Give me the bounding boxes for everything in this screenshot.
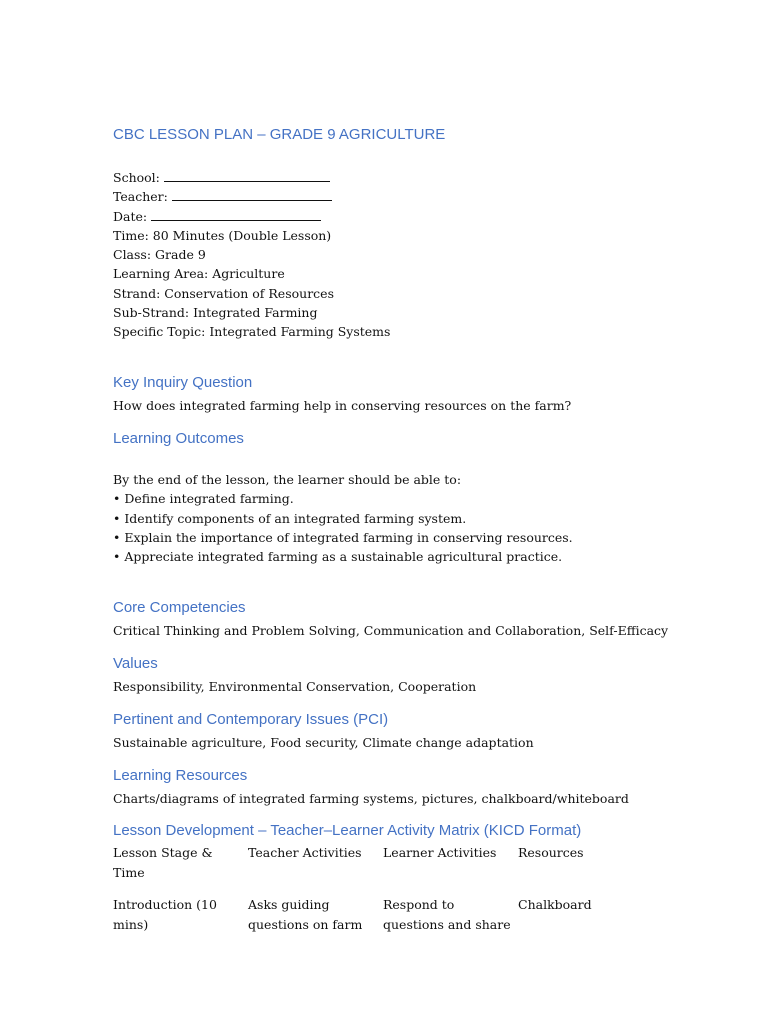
values-text: Responsibility, Environmental Conservation, Cooperation [113, 679, 477, 694]
teacher-label: Teacher: [113, 189, 168, 205]
teacher-field [113, 187, 390, 206]
resources-cell: Chalkboard [518, 897, 592, 912]
column-header: Resources [518, 845, 584, 860]
table-header-row [113, 843, 673, 883]
column-header: Teacher Activities [248, 845, 362, 860]
lesson-development-heading: Lesson Development – Teacher–Learner Activity Matrix (KICD Format) [113, 822, 582, 839]
key-inquiry-text: How does integrated farming help in conserving resources on the farm? [113, 398, 572, 413]
class-field: Class: Grade 9 [113, 247, 206, 263]
teacher-blank-line [172, 189, 332, 201]
values-heading: Values [113, 655, 158, 672]
core-competencies-text: Critical Thinking and Problem Solving, Communication and Collaboration, Self-Efficacy [113, 623, 669, 638]
strand-field: Strand: Conservation of Resources [113, 285, 334, 301]
sub-strand-field: Sub-Strand: Integrated Farming [113, 305, 318, 321]
school-label: School: [113, 170, 160, 185]
date-field [113, 207, 390, 226]
school-field [113, 168, 390, 187]
learning-resources-text: Charts/diagrams of integrated farming systems, pictures, chalkboard/whiteboard [113, 791, 629, 806]
core-competencies-heading: Core Competencies [113, 599, 246, 616]
learning-resources-heading: Learning Resources [113, 767, 248, 784]
learning-area-field: Learning Area: Agriculture [113, 266, 285, 282]
learning-outcomes-list [113, 470, 573, 566]
specific-topic-field: Specific Topic: Integrated Farming Systems [113, 324, 391, 340]
outcome-item: • Explain the importance of integrated farming in conserving resources. [113, 528, 573, 547]
outcome-item: • Identify components of an integrated farming system. [113, 509, 573, 528]
table-row [113, 895, 673, 935]
lesson-details [113, 168, 390, 342]
page-title: CBC LESSON PLAN – GRADE 9 AGRICULTURE [113, 126, 446, 143]
learning-outcomes-heading: Learning Outcomes [113, 430, 244, 447]
teacher-activity-cell: Asks guiding questions on farm [248, 897, 363, 932]
date-label: Date: [113, 208, 148, 224]
column-header: Learner Activities [383, 845, 497, 860]
outcome-item: • Define integrated farming. [113, 489, 573, 508]
outcome-item: • Appreciate integrated farming as a sustainable agricultural practice. [113, 547, 573, 566]
stage-cell: Introduction (10 mins) [113, 897, 217, 932]
column-header: Lesson Stage & Time [113, 845, 213, 880]
school-blank-line [164, 170, 330, 182]
activity-matrix-table [113, 843, 673, 935]
key-inquiry-heading: Key Inquiry Question [113, 374, 253, 391]
pci-text: Sustainable agriculture, Food security, Climate change adaptation [113, 735, 534, 750]
pci-heading: Pertinent and Contemporary Issues (PCI) [113, 711, 389, 728]
date-blank-line [151, 209, 321, 221]
learning-outcomes-intro: By the end of the lesson, the learner should be able to: [113, 472, 462, 487]
time-field: Time: 80 Minutes (Double Lesson) [113, 227, 332, 243]
learner-activity-cell: Respond to questions and share [383, 897, 511, 932]
